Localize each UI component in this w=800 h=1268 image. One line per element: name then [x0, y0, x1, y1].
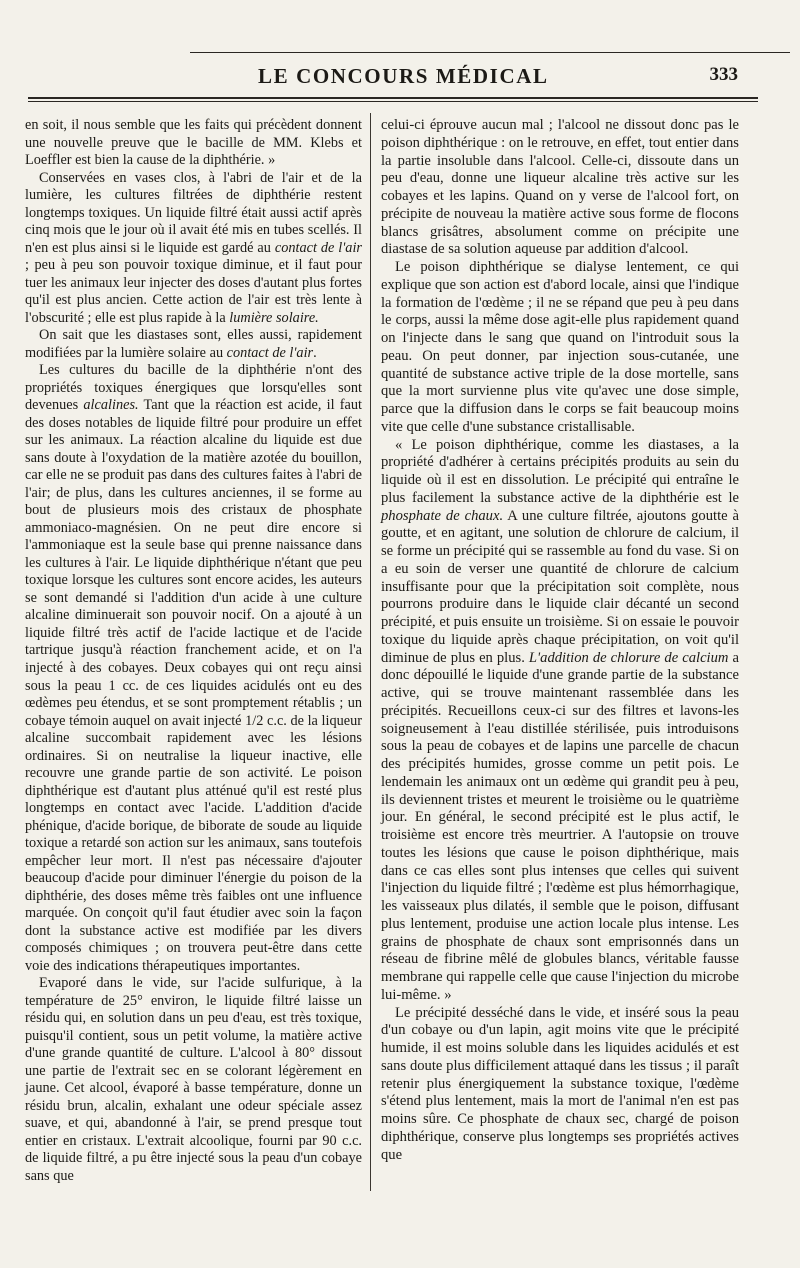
paragraph: Evaporé dans le vide, sur l'acide sulfurique, à la température de 25° environ, le liquide filtré laisse un résidu qui, en solution dans un peu d'eau, est très toxique, puisqu'il contient, sous un petit volume, la matière active d'une grande quantité de culture. L'alcool à 80° dissout une partie de l'extrait sec en se colorant légèrement en jaune. Cet alcool, évaporé à basse température, donne un résidu brun, alcalin, exhalant une odeur spéciale assez suave, et qui, abandonné à l'air, se prend presque tout entier en cristaux. L'extrait alcoolique, fourni par 90 c.c. de liquide filtré, a pu être injecté sous la peau d'un cobaye sans que: [25, 975, 362, 1184]
paragraph: On sait que les diastases sont, elles aussi, rapidement modifiées par la lumière solaire au contact de l'air.: [25, 327, 362, 361]
paragraph: Les cultures du bacille de la diphthérie n'ont des propriétés toxiques énergiques que lorsqu'elles sont devenues alcalines. Tant que la réaction est acide, il faut des doses notables de liquide filtré pour produire un effet sur les animaux. La réaction alcaline du liquide est due sans doute à l'oxydation de la matière azotée du bouillon, car elle ne se produit pas dans des cultures faites à l'abri de l'air; de plus, dans les cultures anciennes, il se forme au bout de plusieurs mois des cristaux de phosphate ammoniaco-magnésien. On ne peut dire encore si l'ammoniaque est la seule base qui prenne naissance dans les cultures à l'air. Le liquide diphthérique n'étant que peu toxique lorsque les cultures sont encore acides, les auteurs se sont demandé si l'addition d'un acide à une culture alcaline diminuerait son pouvoir nocif. On a ajouté à un liquide filtré très actif de l'acide lactique et de l'acide tartrique jusqu'à réaction franchement acide, et on l'a injecté à des cobayes. Deux cobayes qui ont reçu ainsi sous la peau 1 cc. de ces liquides acidulés ont eu des œdèmes peu étendus, et se sont promptement rétablis ; un cobaye témoin auquel on avait injecté 1/2 c.c. de la liqueur alcaline succombait rapidement avec les lésions ordinaires. Si on neutralise la liqueur inactive, elle recouvre une grande partie de son activité. Le poison diphthérique est d'autant plus atténué qu'il est resté plus longtemps en contact avec l'acide. L'addition d'acide phénique, d'acide borique, de biborate de soude au liquide toxique a retardé son action sur les animaux, sans toutefois empêcher leur mort. Il n'est pas nécessaire d'ajouter beaucoup d'acide pour diminuer l'énergie du poison de la diphthérie, des doses même très faibles ont une influence marquée. On conçoit qu'il faut étudier avec soin la façon dont la substance active est modifiée par les divers composés chimiques ; on trouvera peut-être dans cette voie des indications thérapeutiques importantes.: [25, 362, 362, 974]
right-column: [381, 117, 739, 1164]
page-number: 333: [709, 64, 738, 85]
header-rule: [28, 97, 758, 99]
page-header: [0, 60, 800, 96]
paragraph: Conservées en vases clos, à l'abri de l'air et de la lumière, les cultures filtrées de diphthérie restent longtemps toxiques. Un liquide filtré était aussi actif après cinq mois que le jour où il avait été mis en tubes scellés. Il n'en est plus ainsi si le liquide est gardé au contact de l'air ; peu à peu son pouvoir toxique diminue, et il faut pour tuer les animaux leur injecter des doses d'autant plus fortes qu'il est plus ancien. Cette action de l'air est très lente à l'obscurité ; elle est plus rapide à la lumière solaire.: [25, 169, 362, 326]
left-column: [25, 117, 362, 1185]
column-divider: [370, 113, 371, 1191]
paragraph: « Le poison diphthérique, comme les diastases, a la propriété d'adhérer à certains précipités produits au sein du liquide où il est en dissolution. Le précipité qui entraîne le plus facilement la substance active de la diphthérie est le phosphate de chaux. A une culture filtrée, ajoutons goutte à goutte, et en agitant, une solution de chlorure de calcium, il se forme un précipité qui se rassemble au fond du vase. Si on a eu soin de verser une quantité de chlorure de calcium insuffisante pour que la précipitation soit complète, nous pourrons produire dans le liquide clair décanté un second précipité, et puis ensuite un troisième. Si on essaie le pouvoir toxique du liquide après chaque précipitation, on voit qu'il diminue de plus en plus. L'addition de chlorure de calcium a donc dépouillé le liquide d'une grande partie de la substance active, qui se trouve maintenant rassemblée dans les précipités. Recueillons ceux-ci sur des filtres et lavons-les soigneusement à l'eau distillée stérilisée, puis introduisons sous la peau de cobayes et de lapins une parcelle de chacun des précipités humides, grosse comme un petit pois. Le lendemain les animaux ont un œdème qui grandit peu à peu, ils deviennent tristes et meurent le troisième ou le quatrième jour. En général, le second précipité est le plus actif, le troisième est encore très meurtrier. A l'autopsie on trouve toutes les lésions que cause le poison diphthérique, mais dans ce cas elles sont plus intenses que celles qui suivent l'injection du liquide filtré ; l'œdème est plus hémorrhagique, les vaisseaux plus dilatés, il semble que le poison, diffusant plus lentement, produise une action locale plus intense. Les grains de phosphate de chaux sont emprisonnés dans un réseau de fibrine mêlé de globules blancs, véritable fausse membrane qui rappelle celle que cause l'injection du microbe lui-même. »: [381, 436, 740, 1003]
header-rule-thin: [28, 101, 758, 102]
header-top-rule: [190, 52, 790, 53]
paragraph: celui-ci éprouve aucun mal ; l'alcool ne dissout donc pas le poison diphthérique : on le retrouve, en effet, tout entier dans la partie insoluble dans l'alcool. Celle-ci, dissoute dans un peu d'eau, donne une liqueur alcaline très active sur les cobayes et les lapins. Quand on y verse de l'alcool fort, on précipite de nouveau la matière active sous forme de flocons blancs grisâtres, absolument comme on précipite une diastase de sa solution aqueuse par addition d'alcool.: [381, 117, 739, 258]
paragraph: Le poison diphthérique se dialyse lentement, ce qui explique que son action est d'abord locale, ainsi que l'indique la formation de l'œdème ; il ne se répand que peu à peu dans le corps, aussi la même dose agit-elle plus rapidement quand on l'injecte dans le sang que quand on l'introduit sous la peau. On peut donner, par injection sous-cutanée, une quantité de substance active triple de la dose mortelle, sans que la mort survienne plus vite qu'avec une dose simple, parce que la diffusion dans le corps se fait beaucoup moins vite que celle d'une substance cristallisable.: [381, 259, 739, 435]
paragraph: Le précipité desséché dans le vide, et inséré sous la peau d'un cobaye ou d'un lapin, agit moins vite que le précipité humide, il est moins soluble dans les liquides acidulés et est sans doute plus difficilement attaqué dans les tissus ; il paraît retenir plus énergiquement la substance toxique, l'œdème s'étend plus lentement, mais la mort de l'animal n'en est pas moins sûre. Ce phosphate de chaux sec, chargé de poison diphthérique, conserve plus longtemps ses propriétés actives que: [381, 1004, 739, 1163]
journal-title: LE CONCOURS MÉDICAL: [258, 64, 549, 88]
paragraph: en soit, il nous semble que les faits qui précèdent donnent une nouvelle preuve que le bacille de MM. Klebs et Loeffler est bien la cause de la diphthérie. »: [25, 117, 362, 169]
